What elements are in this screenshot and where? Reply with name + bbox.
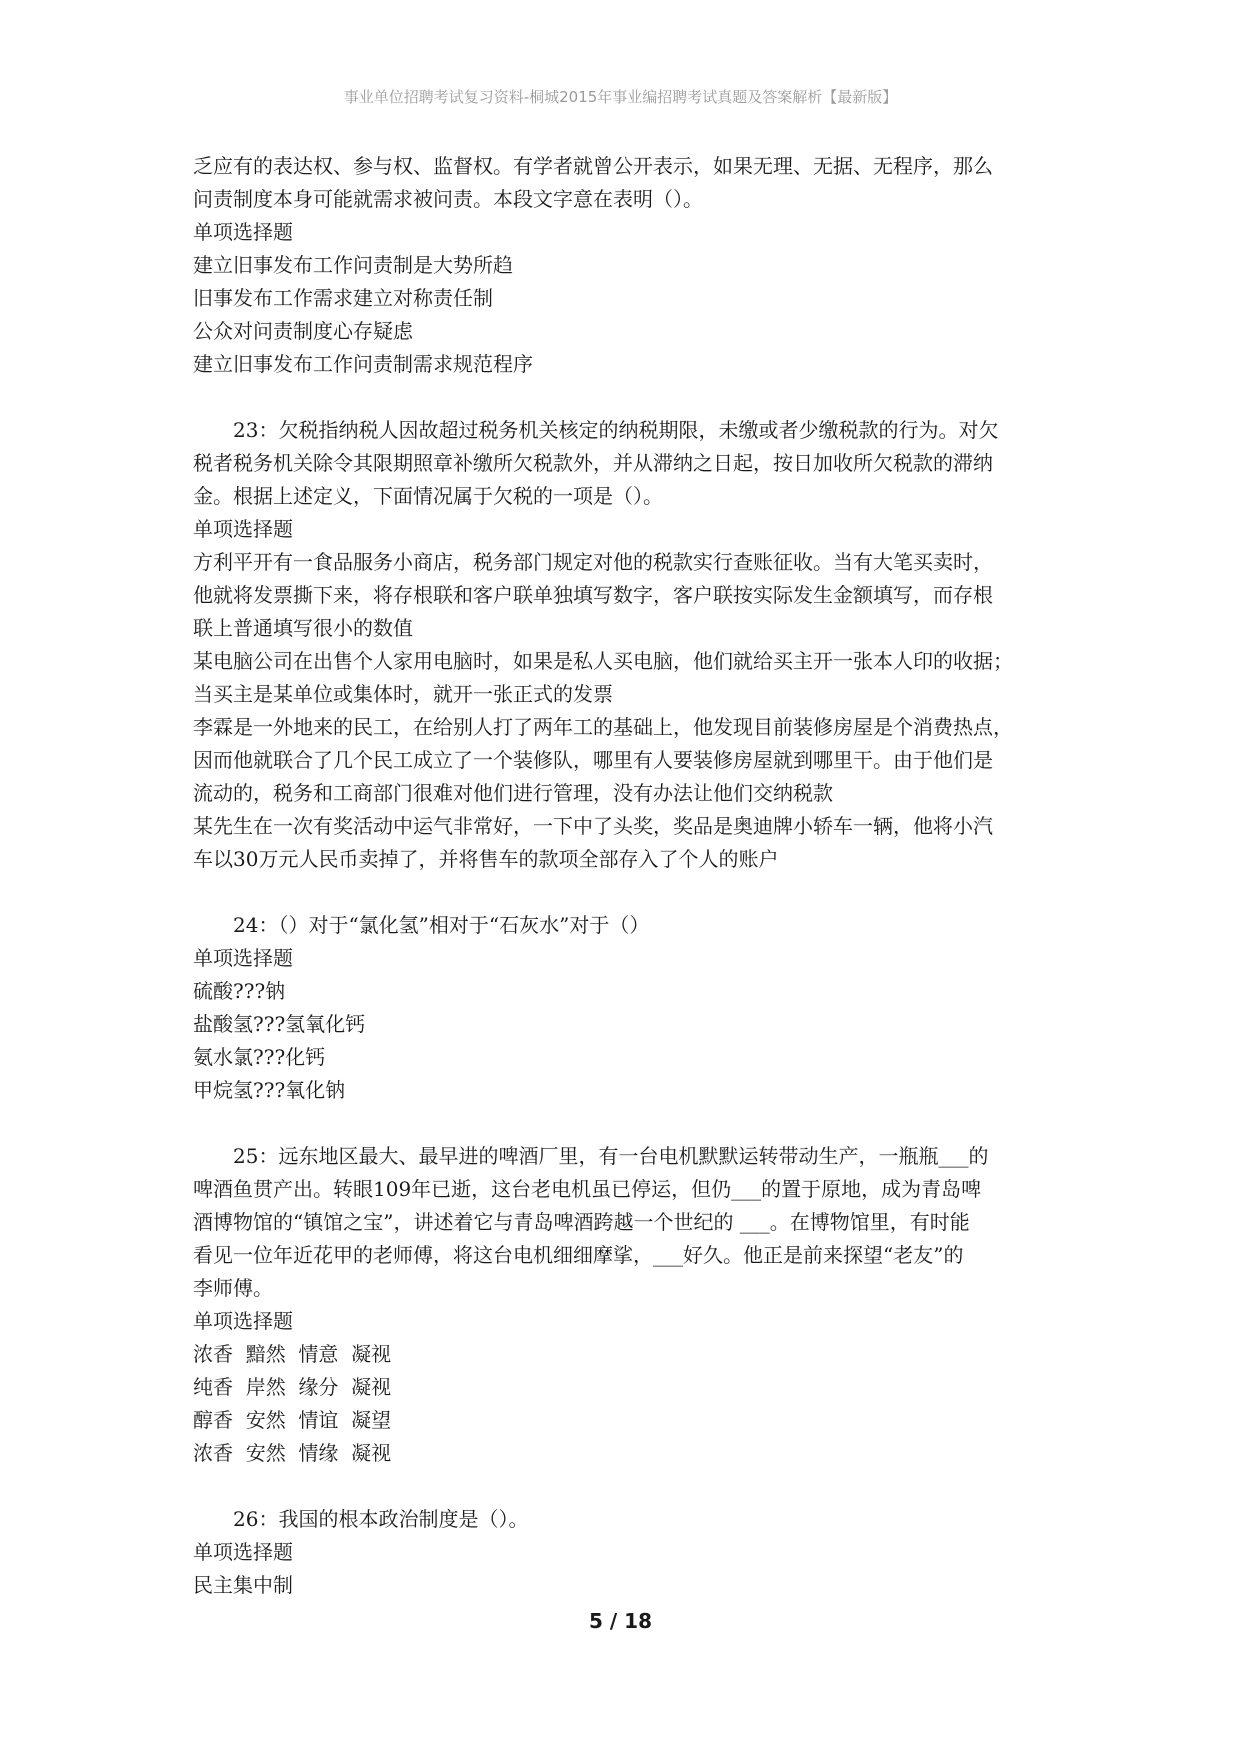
page-content xyxy=(193,150,1063,1602)
option: 甲烷氢???氧化钠 xyxy=(193,1078,346,1102)
question-22 xyxy=(193,150,1063,381)
question-type: 单项选择题 xyxy=(193,220,293,244)
option: 因而他就联合了几个民工成立了一个装修队，哪里有人要装修房屋就到哪里干。由于他们是 xyxy=(193,748,993,772)
question-23 xyxy=(193,414,1063,876)
spacer xyxy=(193,381,1063,414)
question-25 xyxy=(193,1140,1063,1470)
page-header: 事业单位招聘考试复习资料-桐城2015年事业编招聘考试真题及答案解析【最新版】 xyxy=(343,88,898,106)
option: 浓香 黯然 情意 凝视 xyxy=(193,1342,392,1366)
question-type: 单项选择题 xyxy=(193,1540,293,1564)
option: 公众对问责制度心存疑虑 xyxy=(193,319,413,343)
option: 硫酸???钠 xyxy=(193,979,286,1003)
question-type: 单项选择题 xyxy=(193,517,293,541)
question-text: 24：（）对于“氯化氢”相对于“石灰水”对于（） xyxy=(233,913,650,937)
option: 某先生在一次有奖活动中运气非常好，一下中了头奖，奖品是奥迪牌小轿车一辆，他将小汽 xyxy=(193,814,993,838)
spacer xyxy=(193,1470,1063,1503)
question-text: 25：远东地区最大、最早进的啤酒厂里，有一台电机默默运转带动生产，一瓶瓶___的 xyxy=(233,1144,989,1168)
option: 方利平开有一食品服务小商店，税务部门规定对他的税款实行查账征收。当有大笔买卖时， xyxy=(193,550,993,574)
option: 旧事发布工作需求建立对称责任制 xyxy=(193,286,493,310)
option: 氨水氯???化钙 xyxy=(193,1045,326,1069)
question-type: 单项选择题 xyxy=(193,1309,293,1333)
question-text: 问责制度本身可能就需求被问责。本段文字意在表明（）。 xyxy=(193,187,703,211)
question-24 xyxy=(193,909,1063,1107)
option: 醇香 安然 情谊 凝望 xyxy=(193,1408,392,1432)
question-text: 啤酒鱼贯产出。转眼109年已逝，这台老电机虽已停运，但仍___的置于原地，成为青岛啤 xyxy=(193,1177,982,1201)
option: 流动的，税务和工商部门很难对他们进行管理，没有办法让他们交纳税款 xyxy=(193,781,833,805)
option: 民主集中制 xyxy=(193,1573,293,1597)
option: 某电脑公司在出售个人家用电脑时，如果是私人买电脑，他们就给买主开一张本人印的收据； xyxy=(193,649,1013,673)
question-text: 金。根据上述定义，下面情况属于欠税的一项是（）。 xyxy=(193,484,663,508)
option: 联上普通填写很小的数值 xyxy=(193,616,413,640)
option: 他就将发票撕下来，将存根联和客户联单独填写数字，客户联按实际发生金额填写，而存根 xyxy=(193,583,993,607)
question-text: 看见一位年近花甲的老师傅，将这台电机细细摩挲，___好久。他正是前来探望“老友”的 xyxy=(193,1243,964,1267)
question-type: 单项选择题 xyxy=(193,946,293,970)
option: 建立旧事发布工作问责制是大势所趋 xyxy=(193,253,513,277)
option: 建立旧事发布工作问责制需求规范程序 xyxy=(193,352,533,376)
spacer xyxy=(193,1107,1063,1140)
page-number: 5 / 18 xyxy=(589,1609,652,1633)
question-text: 26：我国的根本政治制度是（）。 xyxy=(233,1507,529,1531)
question-text: 李师傅。 xyxy=(193,1276,273,1300)
question-26 xyxy=(193,1503,1063,1602)
question-text: 税者税务机关除令其限期照章补缴所欠税款外，并从滞纳之日起，按日加收所欠税款的滞纳 xyxy=(193,451,993,475)
option: 当买主是某单位或集体时，就开一张正式的发票 xyxy=(193,682,613,706)
option: 纯香 岸然 缘分 凝视 xyxy=(193,1375,392,1399)
option: 李霖是一外地来的民工，在给别人打了两年工的基础上，他发现目前装修房屋是个消费热点， xyxy=(193,715,1013,739)
option: 浓香 安然 情缘 凝视 xyxy=(193,1441,392,1465)
option: 车以30万元人民币卖掉了，并将售车的款项全部存入了个人的账户 xyxy=(193,847,779,871)
question-text: 酒博物馆的“镇馆之宝”，讲述着它与青岛啤酒跨越一个世纪的 ___。在博物馆里，有时能 xyxy=(193,1210,970,1234)
option: 盐酸氢???氢氧化钙 xyxy=(193,1012,366,1036)
question-text: 23：欠税指纳税人因故超过税务机关核定的纳税期限，未缴或者少缴税款的行为。对欠 xyxy=(233,418,999,442)
spacer xyxy=(193,876,1063,909)
question-text: 乏应有的表达权、参与权、监督权。有学者就曾公开表示，如果无理、无据、无程序，那么 xyxy=(193,154,993,178)
